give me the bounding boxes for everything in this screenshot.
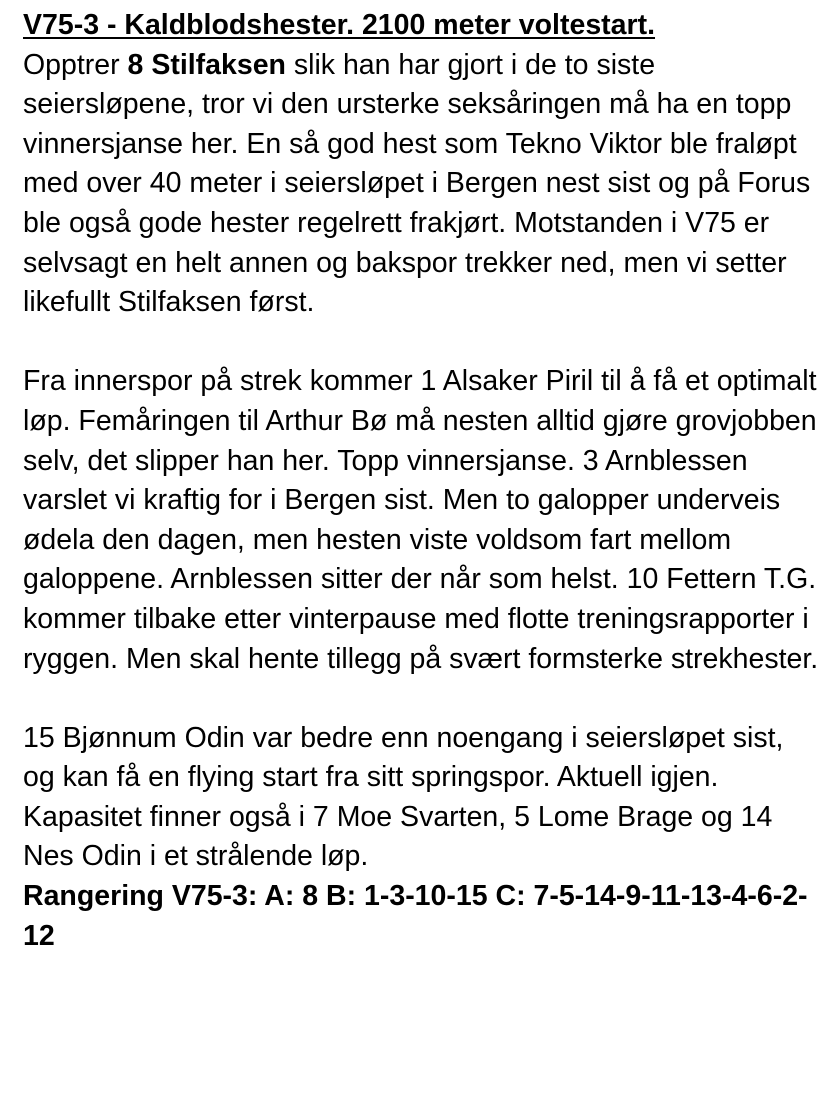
paragraph-3: 15 Bjønnum Odin var bedre enn noengang i seiersløpet sist, og kan få en flying start fra sitt springspor. Aktuell igjen. Kapasitet finner også i 7 Moe Svarten, 5 Lome Brage og 14 Nes Odin i et strålende løp. xyxy=(23,721,784,873)
paragraph-1-rest: slik han har gjort i de to siste seiersløpene, tror vi den ursterke seksåringen må ha en topp vinnersjanse her. En så god hest som Tekno Viktor ble fraløpt med over 40 meter i seiersløpet i Bergen nest sist og på Forus ble også gode hester regelrett frakjørt. Motstanden i V75 er selvsagt en helt annen og bakspor trekker ned, men vi setter likefullt Stilfaksen først. xyxy=(23,48,811,319)
ranking-line: Rangering V75-3: A: 8 B: 1-3-10-15 C: 7-5-14-9-11-13-4-6-2-12 xyxy=(23,880,808,952)
document xyxy=(23,6,823,956)
paragraph-1-intro: Opptrer xyxy=(23,48,128,81)
paragraph-1 xyxy=(23,46,823,323)
paragraph-1-horse: 8 Stilfaksen xyxy=(127,48,286,81)
document-title: V75-3 - Kaldblodshester. 2100 meter voltestart. xyxy=(23,9,656,41)
paragraph-2: Fra innerspor på strek kommer 1 Alsaker Piril til å få et optimalt løp. Femåringen til Arthur Bø må nesten alltid gjøre grovjobben selv, det slipper han her. Topp vinnersjanse. 3 Arnblessen varslet vi kraftig for i Bergen sist. Men to galopper underveis ødela den dagen, men hesten viste voldsom fart mellom galoppene. Arnblessen sitter der når som helst. 10 Fettern T.G. kommer tilbake etter vinterpause med flotte treningsrapporter i ryggen. Men skal hente tillegg på svært formsterke strekhester. xyxy=(23,365,819,675)
